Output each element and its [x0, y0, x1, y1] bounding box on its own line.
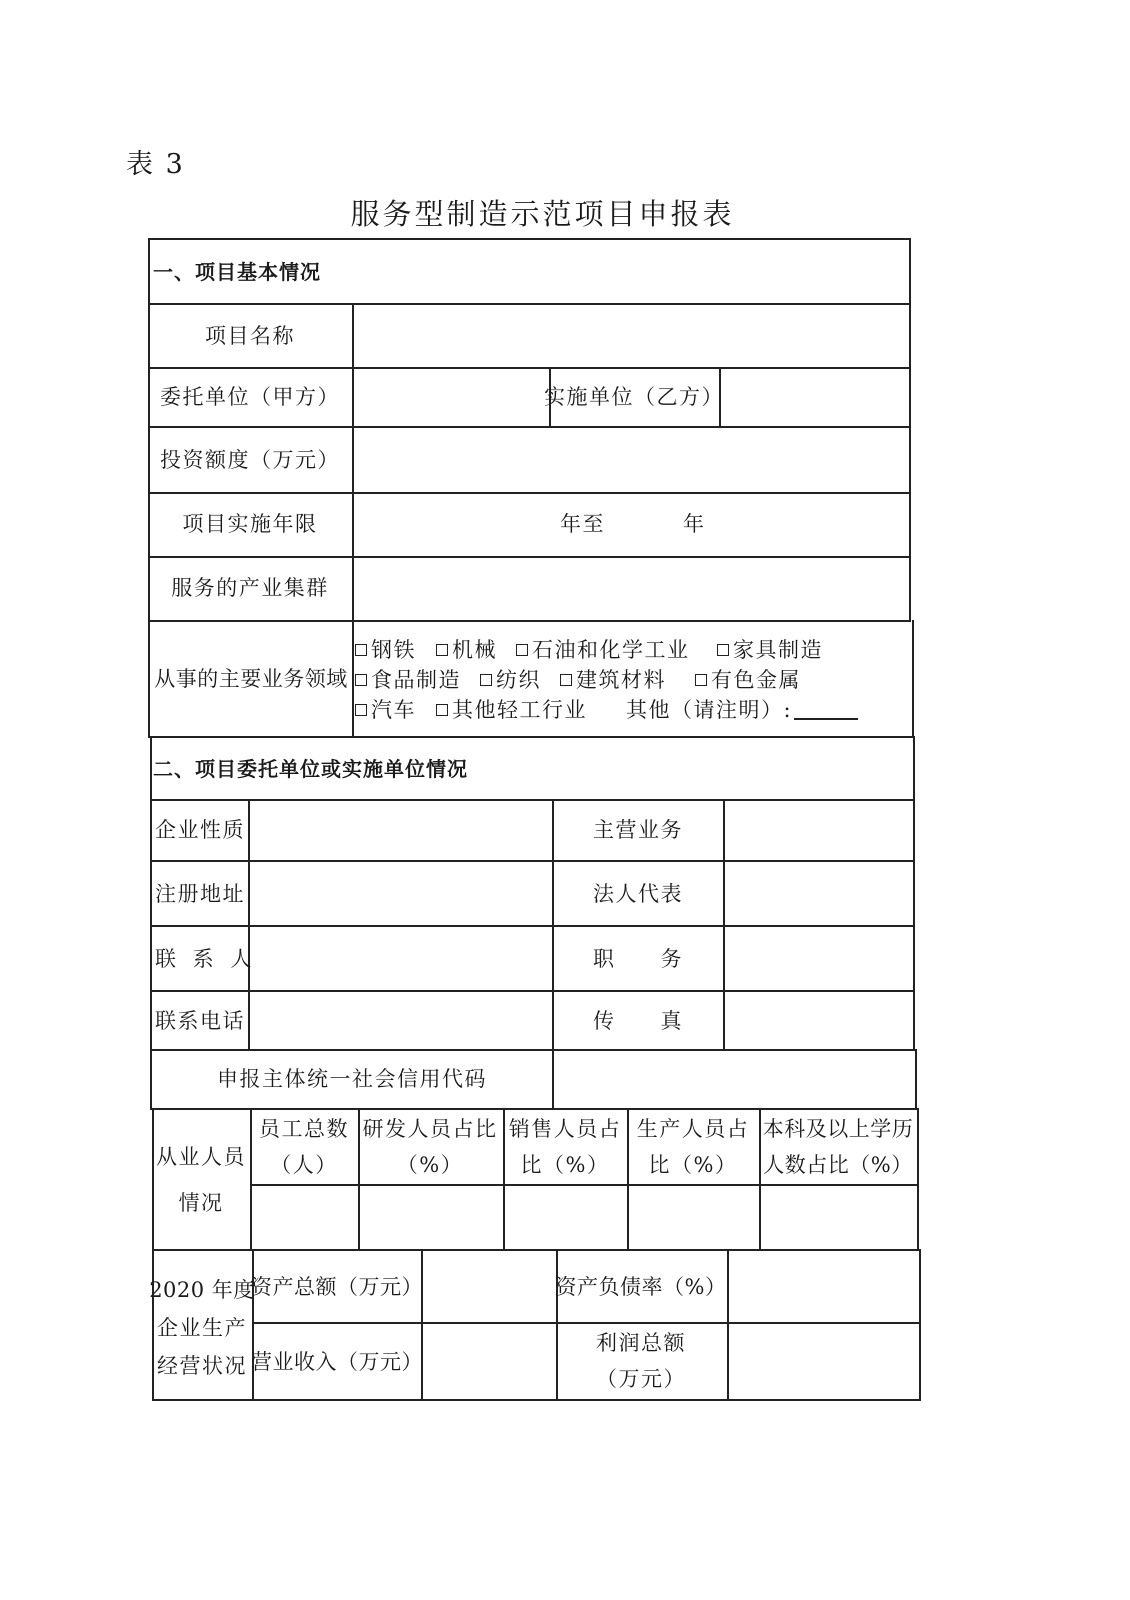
checkbox-icon	[436, 644, 448, 656]
fax-label: 传 真	[593, 1009, 683, 1033]
checkbox-icon	[355, 644, 367, 656]
investment-label: 投资额度（万元）	[160, 448, 340, 472]
debt-ratio-field[interactable]	[729, 1251, 918, 1321]
period-year-to: 年	[683, 512, 706, 536]
phone-label: 联系电话	[155, 1009, 245, 1033]
table-number-label: 表 3	[126, 149, 185, 180]
staff-col-header: 研发人员占比	[362, 1117, 498, 1141]
ops-label: 2020 年度	[149, 1278, 255, 1302]
revenue-field[interactable]	[423, 1324, 555, 1398]
main-business-label: 主营业务	[593, 818, 683, 842]
address-field[interactable]	[250, 862, 551, 924]
legal-rep-field[interactable]	[725, 862, 912, 924]
staff-col-header-unit: （%）	[396, 1153, 464, 1177]
staff-label: 从业人员	[156, 1145, 246, 1169]
domain-other-label: 其他（请注明）:	[626, 698, 793, 722]
profit-label: 利润总额	[596, 1331, 686, 1355]
profit-label-unit: （万元）	[596, 1367, 686, 1391]
section-heading-basic: 一、项目基本情况	[153, 260, 321, 284]
staff-rnd-field[interactable]	[360, 1186, 502, 1248]
page-title: 服务型制造示范项目申报表	[350, 197, 735, 231]
staff-col-header-unit: 比（%）	[520, 1153, 610, 1177]
impl-unit-label: 实施单位（乙方）	[544, 385, 724, 409]
staff-col-header: 销售人员占	[508, 1117, 622, 1141]
legal-rep-label: 法人代表	[593, 882, 683, 906]
section-heading-units: 二、项目委托单位或实施单位情况	[153, 757, 468, 781]
domain-option[interactable]: 纺织	[480, 670, 541, 691]
cluster-label: 服务的产业集群	[171, 576, 329, 600]
staff-col-header-unit: 人数占比（%）	[763, 1153, 913, 1177]
total-assets-label: 资产总额（万元）	[251, 1275, 423, 1299]
nature-label: 企业性质	[155, 818, 245, 842]
nature-field[interactable]	[250, 801, 551, 859]
ops-label: 企业生产	[157, 1316, 247, 1340]
domain-option[interactable]: 钢铁	[355, 640, 416, 661]
staff-col-header: 本科及以上学历	[762, 1117, 914, 1141]
contact-label: 联 系 人	[155, 947, 257, 971]
phone-field[interactable]	[250, 992, 551, 1048]
checkbox-icon	[355, 704, 367, 716]
main-business-field[interactable]	[725, 801, 912, 859]
domain-option[interactable]: 石油和化学工业	[516, 640, 690, 661]
profit-field[interactable]	[729, 1324, 918, 1398]
position-label: 职 务	[593, 947, 683, 971]
ops-label: 经营状况	[157, 1354, 247, 1378]
credit-code-field[interactable]	[554, 1051, 914, 1107]
checkbox-icon	[717, 644, 729, 656]
revenue-label: 营业收入（万元）	[251, 1350, 423, 1374]
staff-label-2: 情况	[178, 1191, 224, 1215]
client-unit-field[interactable]	[354, 369, 548, 425]
project-name-label: 项目名称	[205, 324, 295, 348]
domain-option[interactable]: 汽车	[355, 700, 416, 721]
debt-ratio-label: 资产负债率（%）	[555, 1275, 727, 1299]
client-unit-label: 委托单位（甲方）	[160, 385, 340, 409]
credit-code-label: 申报主体统一社会信用代码	[217, 1067, 487, 1091]
checkbox-icon	[516, 644, 528, 656]
staff-col-header-unit: （人）	[270, 1153, 338, 1177]
position-field[interactable]	[725, 927, 912, 989]
domain-option[interactable]: 家具制造	[717, 640, 823, 661]
domain-option[interactable]: 有色金属	[695, 670, 801, 691]
domain-option[interactable]: 机械	[436, 640, 497, 661]
project-name-field[interactable]	[354, 305, 908, 366]
staff-sales-field[interactable]	[505, 1186, 626, 1248]
staff-total-field[interactable]	[252, 1186, 357, 1248]
staff-col-header-unit: 比（%）	[648, 1153, 738, 1177]
total-assets-field[interactable]	[423, 1251, 555, 1321]
checkbox-icon	[560, 674, 572, 686]
checkbox-icon	[355, 674, 367, 686]
domain-label: 从事的主要业务领域	[154, 667, 348, 691]
cluster-field[interactable]	[354, 558, 908, 619]
domain-other-input[interactable]	[794, 718, 858, 720]
checkbox-icon	[480, 674, 492, 686]
checkbox-icon	[436, 704, 448, 716]
checkbox-icon	[695, 674, 707, 686]
domain-option[interactable]: 其他轻工行业	[436, 700, 587, 721]
fax-field[interactable]	[725, 992, 912, 1048]
domain-option[interactable]: 建筑材料	[560, 670, 666, 691]
contact-field[interactable]	[250, 927, 551, 989]
staff-col-header: 生产人员占	[636, 1117, 750, 1141]
period-label: 项目实施年限	[182, 512, 318, 536]
staff-production-field[interactable]	[629, 1186, 758, 1248]
domain-option[interactable]: 食品制造	[355, 670, 461, 691]
staff-col-header: 员工总数	[259, 1117, 349, 1141]
impl-unit-field[interactable]	[721, 369, 908, 425]
address-label: 注册地址	[155, 882, 245, 906]
staff-degree-field[interactable]	[761, 1186, 916, 1248]
period-year-from: 年至	[560, 512, 605, 536]
investment-field[interactable]	[354, 428, 908, 491]
